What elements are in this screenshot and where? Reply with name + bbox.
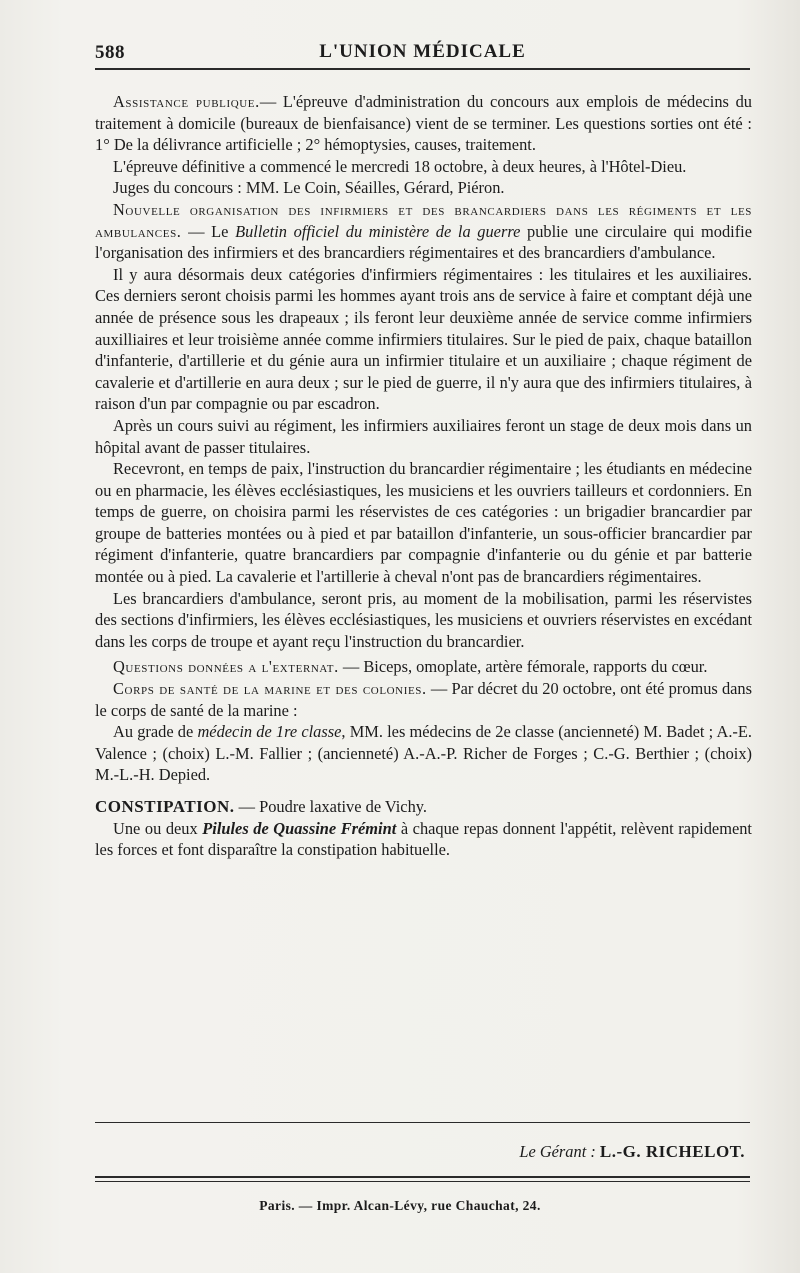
article-body [95, 91, 752, 861]
assistance-heading: Assistance publique. [113, 92, 260, 111]
assistance-epreuve: L'épreuve définitive a commencé le mercredi 18 octobre, à deux heures, à l'Hôtel-Dieu. [113, 156, 687, 176]
organisation-heading: Nouvelle organisation des infirmiers et des brancardiers dans les régiments et les ambulances. [95, 199, 752, 241]
assistance-juges: Juges du concours : MM. Le Coin, Séailles, Gérard, Piéron. [113, 178, 505, 198]
promo-before: Au grade de [113, 722, 198, 742]
advert-product: Pilules de Quassine Frémint [202, 818, 397, 838]
advert-block [95, 796, 752, 861]
advert-title: CONSTIPATION. [95, 797, 235, 816]
advert-text-b: à chaque repas donnent l'appétit, relèvent rapidement les forces et font disparaître la constipation habituelle. [95, 818, 752, 860]
printer-imprint: Paris. — Impr. Alcan-Lévy, rue Chauchat, 24. [259, 1198, 541, 1213]
organisation-lead-a: — Le [188, 221, 236, 241]
bulletin-title: Bulletin officiel du ministère de la guerre [235, 221, 521, 241]
footer-rule-top [95, 1122, 750, 1123]
gerant-signature [519, 1142, 745, 1162]
organisation-paragraph [95, 199, 752, 264]
spacer [95, 786, 752, 796]
externat-paragraph [95, 656, 752, 678]
assistance-text: — L'épreuve d'administration du concours aux emplois de médecins du traitement à domicile (bureaux de bienfaisance) vient de se terminer. Les questions sorties ont été : 1° De la délivrance artificielle ; 2° hémoptysies, causes, traitement. [95, 92, 753, 155]
advert-subtitle: — Poudre laxative de Vichy. [234, 797, 427, 816]
gerant-label: Le Gérant : [519, 1142, 600, 1161]
marine-paragraph [95, 678, 752, 721]
promo-after: , MM. les médecins de 2e classe (ancienneté) M. Badet ; A.-E. Valence ; (choix) L.-M. Fallier ; (ancienneté) A.-A.-P. Richer de Forges ; C.-G. Berthier ; (choix) M.-L.-H. Depied. [95, 722, 753, 785]
advert-heading-line [95, 796, 752, 818]
organisation-categories: Il y aura désormais deux catégories d'infirmiers régimentaires : les titulaires et les auxiliaires. Ces derniers seront choisis parmi les hommes ayant trois ans de service à faire et comptant déjà une année de présence sous les drapeaux ; ils feront leur deuxième année de service comme infirmiers auxilliaires et leur troisième année comme infirmiers titulaires. Sur le pied de paix, chaque bataillon d'infanterie, d'artillerie et du génie aura un infirmier titulaire et un auxiliaire ; chaque régiment de cavalerie et d'artillerie en aura deux ; sur le pied de guerre, il n'y aura que des infirmiers titulaires, à raison d'un par compagnie ou par escadron. [95, 264, 752, 414]
advert-text-a: Une ou deux [113, 818, 203, 838]
organisation-ambulance: Les brancardiers d'ambulance, seront pris, au moment de la mobilisation, parmi les réservistes des sections d'infirmiers, les élèves ecclésiastiques, les musiciens et ouvriers réservistes en excédant dans les corps de troupe et ayant reçu l'instruction du brancardier. [95, 588, 752, 651]
footer-rule-double [95, 1176, 750, 1182]
marine-text: — Par décret du 20 octobre, ont été promus dans le corps de santé de la marine : [95, 679, 752, 720]
advert-text [95, 818, 752, 861]
journal-title: L'UNION MÉDICALE [319, 41, 526, 62]
running-head [95, 38, 750, 66]
gerant-name: L.-G. RICHELOT. [599, 1142, 745, 1161]
promo-grade: médecin de 1re classe [197, 722, 342, 742]
page-number: 588 [95, 42, 125, 63]
assistance-paragraph [95, 91, 752, 156]
marine-heading: Corps de santé de la marine et des colonies. [113, 679, 427, 699]
header-rule [95, 68, 750, 70]
organisation-stage: Après un cours suivi au régiment, les infirmiers auxiliaires feront un stage de deux mois dans un hôpital avant de passer titulaires. [95, 415, 752, 457]
organisation-lead-b: publie une circulaire qui modifie l'organisation des infirmiers et des brancardiers régimentaires et des brancardiers d'ambulance. [95, 221, 752, 263]
externat-text: — Biceps, omoplate, artère fémorale, rapports du cœur. [342, 657, 708, 677]
organisation-recevront: Recevront, en temps de paix, l'instruction du brancardier régimentaire ; les étudiants en médecine ou en pharmacie, les élèves ecclésiastiques, les musiciens et les ouvriers tailleurs et cordonniers. En temps de guerre, on choisira parmi les réservistes de ces catégories : un brigadier brancardier par groupe de batteries montées ou à pied et par bataillon d'infanterie, un sous-officier brancardier par régiment d'infanterie, quatre brancardiers par compagnie d'infanterie ou du génie et par batterie montée ou à pied. La cavalerie et l'artillerie à cheval n'ont pas de brancardiers régimentaires. [95, 459, 752, 587]
marine-promotions [95, 721, 752, 786]
externat-heading: Questions données a l'externat. [113, 657, 339, 677]
